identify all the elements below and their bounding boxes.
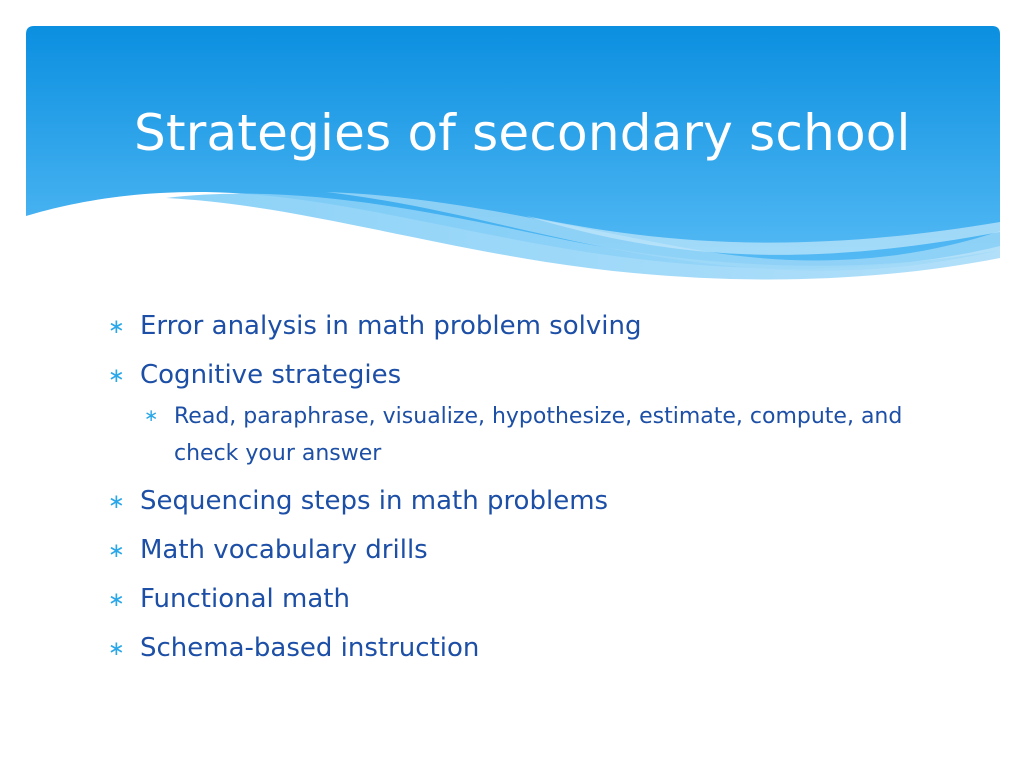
asterisk-bullet-icon: ∗ xyxy=(108,538,125,562)
asterisk-bullet-icon: ∗ xyxy=(108,489,125,513)
bullet-text: Math vocabulary drills xyxy=(140,535,428,565)
asterisk-bullet-icon: ∗ xyxy=(108,587,125,611)
sub-bullet-text: Read, paraphrase, visualize, hypothesize, estimate, compute, and check your answer xyxy=(174,404,903,466)
slide-title: Strategies of secondary school xyxy=(134,104,911,162)
bullet-item xyxy=(108,306,928,346)
bullet-text: Schema-based instruction xyxy=(140,633,480,663)
bullet-item xyxy=(108,355,928,395)
bullet-text: Sequencing steps in math problems xyxy=(140,486,609,516)
bullet-text: Functional math xyxy=(140,584,350,614)
asterisk-bullet-icon: ∗ xyxy=(108,363,125,387)
bullet-item xyxy=(108,628,928,668)
bullet-list xyxy=(108,306,928,677)
asterisk-bullet-icon: ∗ xyxy=(144,406,159,426)
asterisk-bullet-icon: ∗ xyxy=(108,314,125,338)
bullet-text: Error analysis in math problem solving xyxy=(140,311,642,341)
bullet-text: Cognitive strategies xyxy=(140,360,402,390)
title-banner xyxy=(26,26,1000,286)
bullet-item xyxy=(108,579,928,619)
bullet-item xyxy=(108,530,928,570)
bullet-item xyxy=(108,481,928,521)
asterisk-bullet-icon: ∗ xyxy=(108,636,125,660)
sub-bullet-item xyxy=(108,398,928,472)
